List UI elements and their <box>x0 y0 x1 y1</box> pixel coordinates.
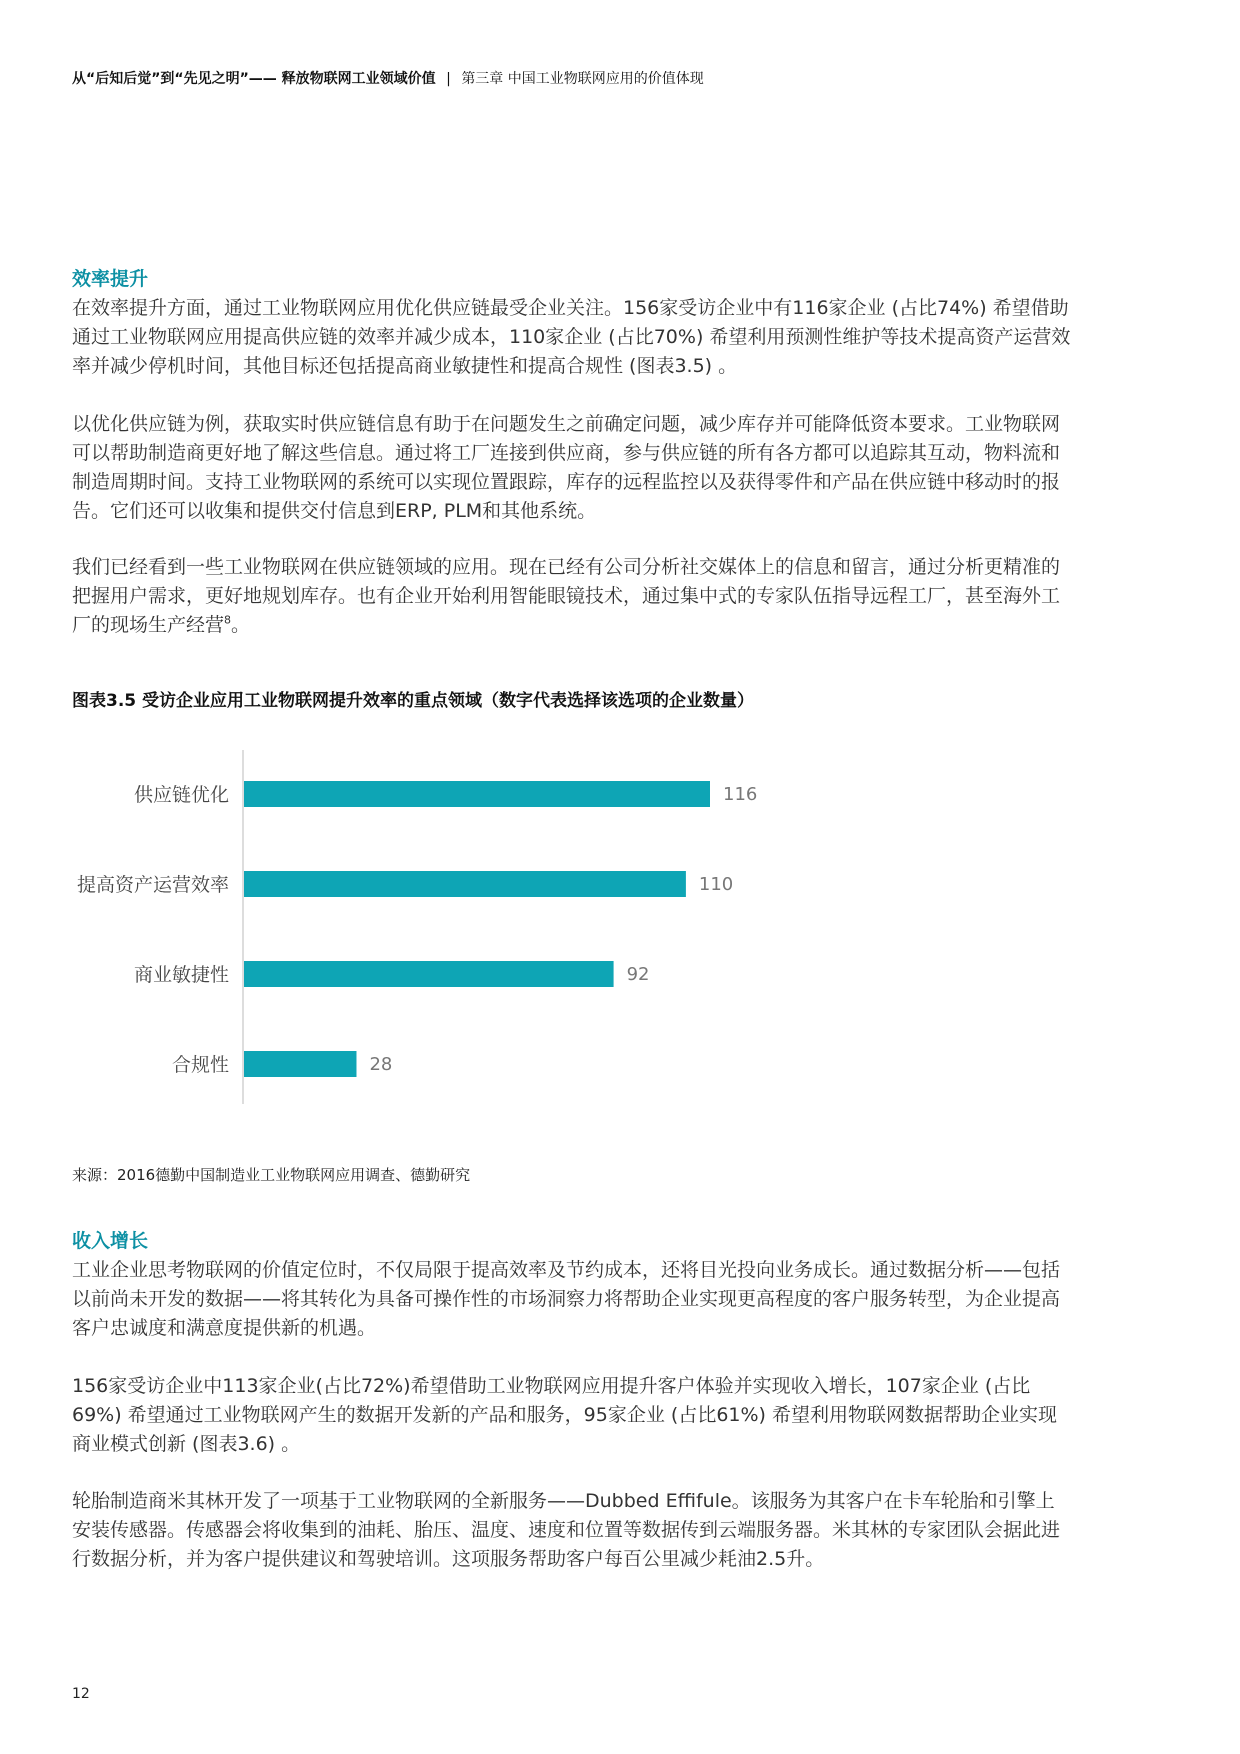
revenue-p2-text: 156家受访企业中113家企业(占比72%)希望借助工业物联网应用提升客户体验并实现收入增长，107家企业 (占比69%) 希望通过工业物联网产生的数据开发新的产品和服务，95家企业 (占比61%) 希望利用物联网数据帮助企业实现商业模式创新 (图表3.6) 。 <box>72 1375 1057 1455</box>
efficiency-p3-end: 。 <box>231 614 251 636</box>
chart-bar <box>244 871 686 897</box>
chart-value-label: 28 <box>369 1054 393 1075</box>
chart-bar <box>244 1051 356 1077</box>
revenue-section-title: 收入增长 <box>72 1230 149 1252</box>
revenue-paragraph-3 <box>72 1487 1072 1574</box>
chart-value-label: 116 <box>723 784 758 805</box>
running-header <box>72 70 1172 88</box>
revenue-p3-text: 轮胎制造商米其林开发了一项基于工业物联网的全新服务——Dubbed Effifule。该服务为其客户在卡车轮胎和引擎上安装传感器。传感器会将收集到的油耗、胎压、温度、速度和位置等数据传到云端服务器。米其林的专家团队会据此进行数据分析，并为客户提供建议和驾驶培训。这项服务帮助客户每百公里减少耗油2.5升。 <box>72 1490 1061 1570</box>
header-title: 从“后知后觉”到“先见之明”—— 释放物联网工业领域价值 <box>72 71 436 87</box>
revenue-p1-text: 工业企业思考物联网的价值定位时，不仅局限于提高效率及节约成本，还将目光投向业务成长。通过数据分析——包括以前尚未开发的数据——将其转化为具备可操作性的市场洞察力将帮助企业实现更高程度的客户服务转型，为企业提高客户忠诚度和满意度提供新的机遇。 <box>72 1259 1061 1339</box>
revenue-paragraph-1 <box>72 1256 1072 1343</box>
efficiency-paragraph-2 <box>72 410 1072 526</box>
efficiency-paragraph-3 <box>72 553 1072 640</box>
chart-value-label: 110 <box>698 874 734 895</box>
chart-category-label: 商业敏捷性 <box>133 964 229 986</box>
chart-category-label: 提高资产运营效率 <box>76 874 229 896</box>
header-chapter: 第三章 中国工业物联网应用的价值体现 <box>461 71 704 87</box>
chart-value-label: 92 <box>626 964 650 985</box>
revenue-paragraph-2 <box>72 1372 1072 1459</box>
efficiency-paragraph-1 <box>72 294 1072 381</box>
chart-title: 图表3.5 受访企业应用工业物联网提升效率的重点领域（数字代表选择该选项的企业数量） <box>72 691 755 711</box>
chart-bar <box>244 961 614 987</box>
efficiency-p3-text: 我们已经看到一些工业物联网在供应链领域的应用。现在已经有公司分析社交媒体上的信息和留言，通过分析更精准的把握用户需求，更好地规划库存。也有企业开始利用智能眼镜技术，通过集中式的专家队伍指导远程工厂，甚至海外工厂的现场生产经营 <box>72 556 1061 636</box>
efficiency-p1-text: 在效率提升方面，通过工业物联网应用优化供应链最受企业关注。156家受访企业中有116家企业 (占比74%) 希望借助通过工业物联网应用提高供应链的效率并减少成本，110家企业 (占比70%) 希望利用预测性维护等技术提高资产运营效率并减少停机时间，其他目标还包括提高商业敏捷性和提高合规性 (图表3.5) 。 <box>72 297 1071 377</box>
chart-category-label: 供应链优化 <box>133 784 229 806</box>
efficiency-p2-text: 以优化供应链为例，获取实时供应链信息有助于在问题发生之前确定问题，减少库存并可能降低资本要求。工业物联网可以帮助制造商更好地了解这些信息。通过将工厂连接到供应商，参与供应链的所有各方都可以追踪其互动，物料流和制造周期时间。支持工业物联网的系统可以实现位置跟踪，库存的远程监控以及获得零件和产品在供应链中移动时的报告。它们还可以收集和提供交付信息到ERP, PLM和其他系统。 <box>72 413 1061 522</box>
page-number: 12 <box>72 1686 90 1702</box>
footnote-ref: 8 <box>224 613 232 627</box>
efficiency-section-title: 效率提升 <box>72 268 149 290</box>
efficiency-bar-chart <box>60 750 820 1120</box>
chart-category-label: 合规性 <box>171 1054 229 1076</box>
chart-bar <box>244 781 710 807</box>
header-separator: | <box>446 71 451 87</box>
source-note: 来源：2016德勤中国制造业工业物联网应用调查、德勤研究 <box>72 1166 471 1184</box>
